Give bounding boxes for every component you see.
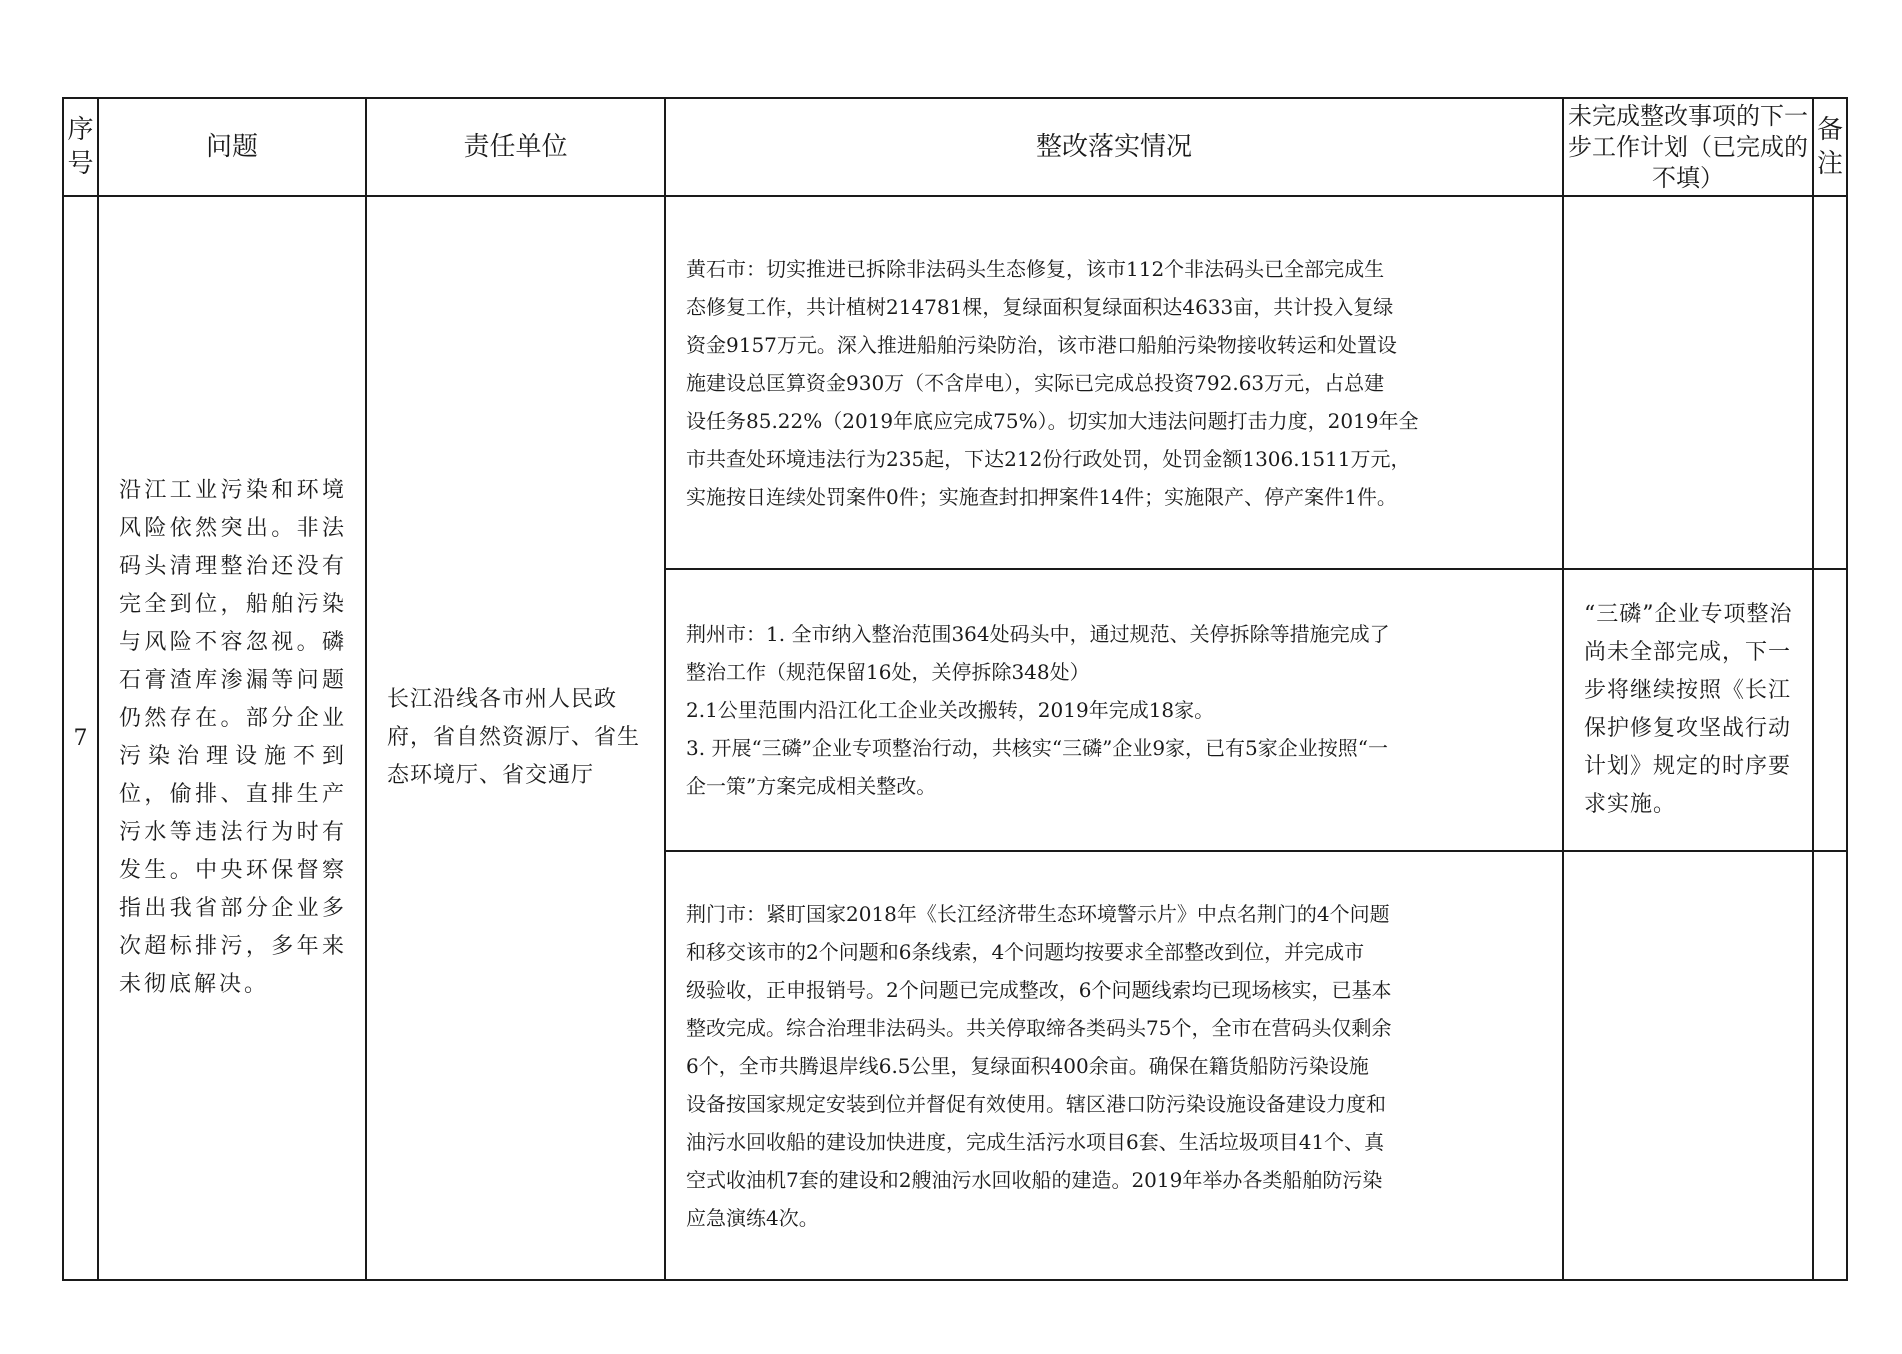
detail-line: 态修复工作，共计植树214781棵，复绿面积复绿面积达4633亩，共计投入复绿	[686, 294, 1394, 319]
row-seq: 7	[63, 196, 98, 1280]
detail-line: 设任务85.22%（2019年底应完成75%）。切实加大违法问题打击力度，2019年全	[686, 408, 1419, 433]
detail-line: 荆州市：1. 全市纳入整治范围364处码头中，通过规范、关停拆除等措施完成了	[686, 622, 1390, 646]
detail-line: 施建设总匡算资金930万（不含岸电），实际已完成总投资792.63万元，占总建	[686, 370, 1385, 395]
header-plan: 未完成整改事项的下一步工作计划（已完成的不填）	[1563, 98, 1813, 196]
header-responsible: 责任单位	[366, 98, 665, 196]
row-issue: 沿江工业污染和环境风险依然突出。非法码头清理整治还没有完全到位，船舶污染与风险不容忽视。磷石膏渣库渗漏等问题仍然存在。部分企业污染治理设施不到位，偷排、直排生产污水等违法行为时有发生。中央环保督察指出我省部分企业多次超标排污，多年来未彻底解决。	[98, 196, 366, 1280]
detail-line: 资金9157万元。深入推进船舶污染防治，该市港口船舶污染物接收转运和处置设	[686, 332, 1397, 357]
detail-line: 市共查处环境违法行为235起，下达212份行政处罚，处罚金额1306.1511万元，	[686, 446, 1411, 471]
detail-line: 空式收油机7套的建设和2艘油污水回收船的建造。2019年举办各类船舶防污染	[686, 1167, 1383, 1192]
header-implementation: 整改落实情况	[665, 98, 1563, 196]
remarks-jingmen	[1813, 851, 1847, 1280]
detail-jingzhou	[665, 569, 1563, 851]
detail-line: 整改完成。综合治理非法码头。共关停取缔各类码头75个，全市在营码头仅剩余	[686, 1015, 1392, 1040]
detail-line: 3. 开展“三磷”企业专项整治行动，共核实“三磷”企业9家，已有5家企业按照“一	[686, 736, 1389, 760]
detail-line: 企一策”方案完成相关整改。	[686, 774, 937, 798]
detail-jingmen	[665, 851, 1563, 1280]
detail-line: 黄石市：切实推进已拆除非法码头生态修复，该市112个非法码头已全部完成生	[686, 256, 1385, 281]
header-issue: 问题	[98, 98, 366, 196]
detail-line: 油污水回收船的建设加快进度，完成生活污水项目6套、生活垃圾项目41个、真	[686, 1129, 1385, 1154]
detail-line: 实施按日连续处罚案件0件；实施查封扣押案件14件；实施限产、停产案件1件。	[686, 484, 1397, 509]
detail-line: 2.1公里范围内沿江化工企业关改搬转，2019年完成18家。	[686, 698, 1215, 722]
rectification-table	[62, 97, 1848, 1281]
table-row	[63, 196, 1847, 569]
remarks-huangshi	[1813, 196, 1847, 569]
detail-huangshi	[665, 196, 1563, 569]
plan-jingmen	[1563, 851, 1813, 1280]
plan-jingzhou: “三磷”企业专项整治尚未全部完成，下一步将继续按照《长江保护修复攻坚战行动计划》规定的时序要求实施。	[1563, 569, 1813, 851]
detail-line: 级验收，正申报销号。2个问题已完成整改，6个问题线索均已现场核实，已基本	[686, 977, 1392, 1002]
detail-line: 应急演练4次。	[686, 1205, 819, 1230]
detail-line: 和移交该市的2个问题和6条线索，4个问题均按要求全部整改到位，并完成市	[686, 939, 1365, 964]
detail-line: 荆门市：紧盯国家2018年《长江经济带生态环境警示片》中点名荆门的4个问题	[686, 901, 1390, 926]
row-responsible: 长江沿线各市州人民政府，省自然资源厅、省生态环境厅、省交通厅	[366, 196, 665, 1280]
header-seq: 序号	[63, 98, 98, 196]
detail-line: 设备按国家规定安装到位并督促有效使用。辖区港口防污染设施设备建设力度和	[686, 1091, 1386, 1116]
header-remarks: 备注	[1813, 98, 1847, 196]
plan-huangshi	[1563, 196, 1813, 569]
detail-line: 整治工作（规范保留16处，关停拆除348处）	[686, 660, 1090, 684]
remarks-jingzhou	[1813, 569, 1847, 851]
header-row	[63, 98, 1847, 196]
detail-line: 6个，全市共腾退岸线6.5公里，复绿面积400余亩。确保在籍货船防污染设施	[686, 1053, 1369, 1078]
